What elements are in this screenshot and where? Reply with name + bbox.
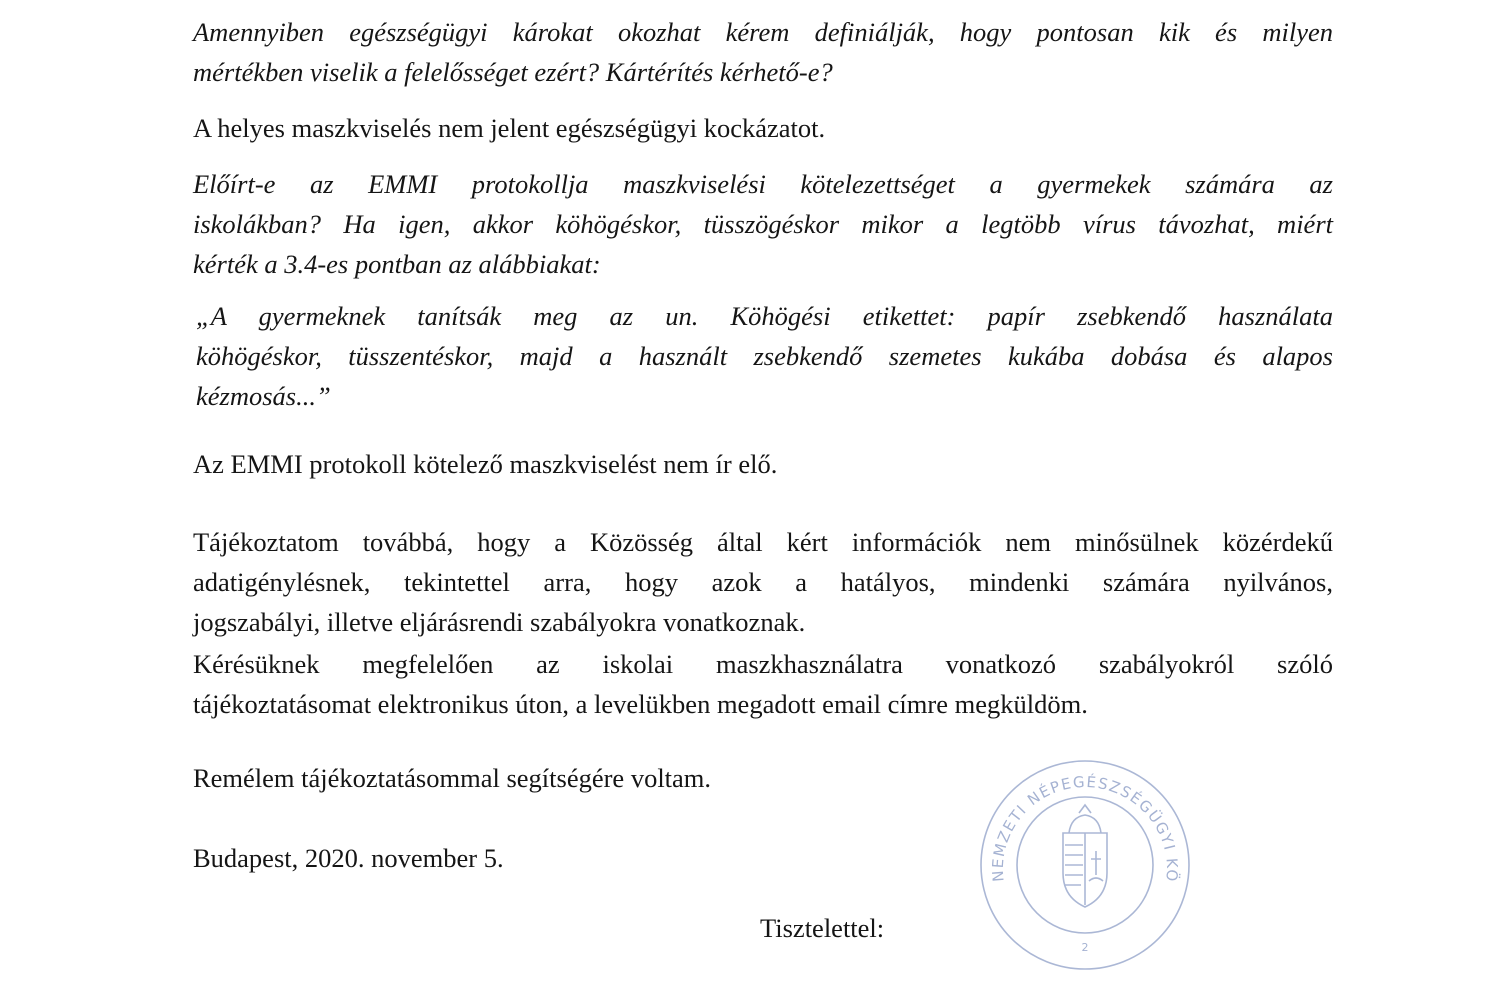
stamp-text: NEMZETI NÉPEGÉSZSÉGÜGYI KÖ xyxy=(988,772,1182,884)
answer-2-text: Az EMMI protokoll kötelező maszkviselést nem ír elő. xyxy=(193,449,778,479)
information-paragraph-2 xyxy=(193,644,1333,724)
official-stamp xyxy=(975,755,1195,975)
regards-text: Tisztelettel: xyxy=(760,913,885,943)
quote-line: köhögéskor, tüsszentéskor, majd a használt zsebkendő szemetes kukába dobása és alapos xyxy=(196,341,1333,371)
information-paragraph-1 xyxy=(193,522,1333,642)
information-line: Tájékoztatom továbbá, hogy a Közösség által kért információk nem minősülnek közérdekű xyxy=(193,527,1333,557)
answer-2 xyxy=(193,444,1333,484)
closing-text: Remélem tájékoztatásommal segítségére voltam. xyxy=(193,763,712,793)
answer-1-text: A helyes maszkviselés nem jelent egészségügyi kockázatot. xyxy=(193,113,826,143)
question-1 xyxy=(193,12,1333,92)
stamp-seal-icon xyxy=(975,755,1195,975)
information-line: Kérésüknek megfelelően az iskolai maszkhasználatra vonatkozó szabályokról szóló xyxy=(193,649,1333,679)
information-line: adatigénylésnek, tekintettel arra, hogy azok a hatályos, mindenki számára nyilvános, xyxy=(193,567,1333,597)
dateline-text: Budapest, 2020. november 5. xyxy=(193,843,504,873)
answer-1 xyxy=(193,108,1333,148)
question-1-line: Amennyiben egészségügyi károkat okozhat kérem definiálják, hogy pontosan kik és milyen xyxy=(193,17,1333,47)
question-2-line: Előírt-e az EMMI protokollja maszkviselési kötelezettséget a gyermekek számára az xyxy=(193,169,1333,199)
protocol-quote xyxy=(196,296,1333,416)
stamp-number: 2 xyxy=(1081,941,1089,954)
question-1-line: mértékben viselik a felelősséget ezért? Kártérítés kérhető-e? xyxy=(193,57,833,87)
question-2-line: kérték a 3.4-es pontban az alábbiakat: xyxy=(193,249,601,279)
information-line: jogszabályi, illetve eljárásrendi szabályokra vonatkoznak. xyxy=(193,607,806,637)
question-2 xyxy=(193,164,1333,284)
quote-line: „A gyermeknek tanítsák meg az un. Köhögési etikettet: papír zsebkendő használata xyxy=(196,301,1333,331)
information-line: tájékoztatásomat elektronikus úton, a levelükben megadott email címre megküldöm. xyxy=(193,689,1088,719)
question-2-line: iskolákban? Ha igen, akkor köhögéskor, tüsszögéskor mikor a legtöbb vírus távozhat, miért xyxy=(193,209,1333,239)
quote-line: kézmosás...” xyxy=(196,381,331,411)
